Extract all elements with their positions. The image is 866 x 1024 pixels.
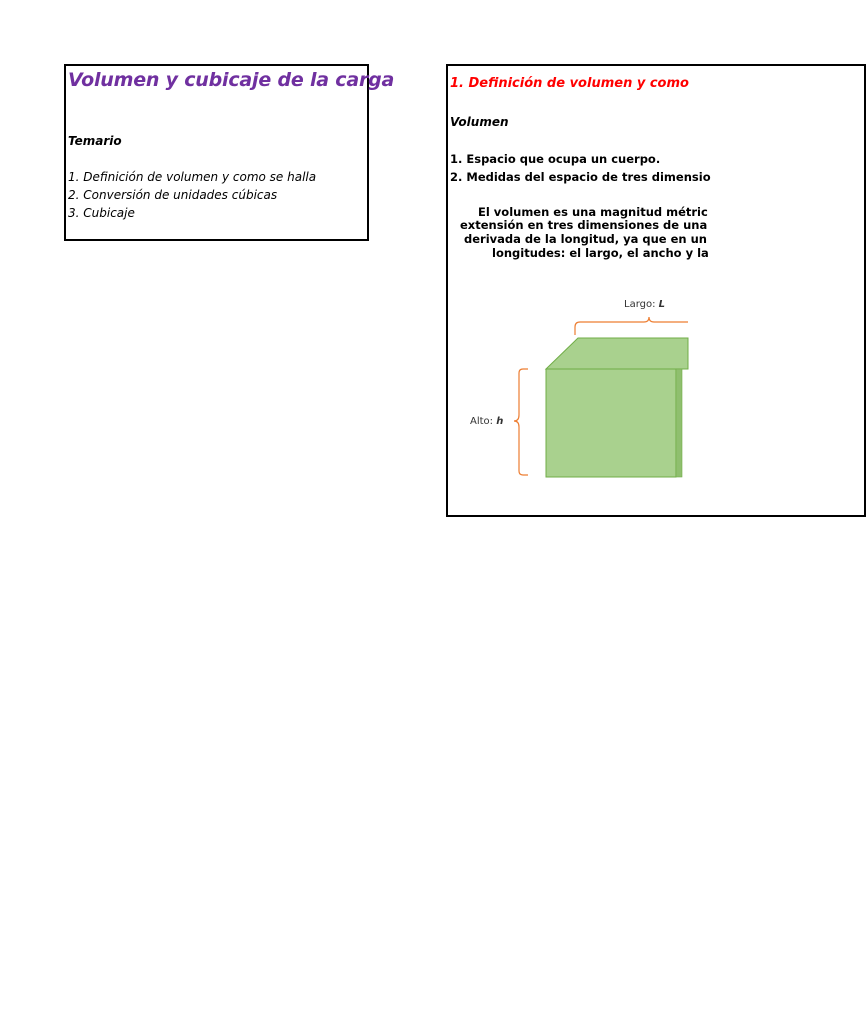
prism-front-face — [546, 369, 676, 477]
temario-label: Temario — [68, 134, 122, 148]
section-heading: 1. Definición de volumen y como — [450, 76, 689, 91]
paragraph-line-3: derivada de la longitud, ya que en un — [464, 232, 707, 246]
topic-item-1: 1. Definición de volumen y como se halla — [68, 170, 317, 184]
definition-box — [446, 64, 866, 517]
definition-line-1: 1. Espacio que ocupa un cuerpo. — [450, 152, 661, 166]
topics-box — [64, 64, 395, 241]
volumen-subheading: Volumen — [450, 115, 509, 129]
paragraph-line-1: El volumen es una magnitud métric — [478, 205, 708, 219]
height-label: Alto: h — [470, 416, 504, 427]
prism-figure — [448, 291, 688, 491]
definition-box-viewport — [446, 64, 711, 517]
definition-line-2: 2. Medidas del espacio de tres dimensio — [450, 170, 711, 184]
prism-diagram — [448, 291, 688, 491]
paragraph-line-2: extensión en tres dimensiones de una — [460, 218, 708, 232]
prism-top-face — [546, 338, 688, 369]
document-title: Volumen y cubicaje de la carga — [68, 69, 395, 91]
topic-item-3: 3. Cubicaje — [68, 206, 135, 220]
prism-side-edge — [676, 369, 682, 477]
length-label: Largo: L — [624, 299, 666, 310]
paragraph-line-4: longitudes: el largo, el ancho y la — [492, 246, 709, 260]
topic-item-2: 2. Conversión de unidades cúbicas — [68, 188, 278, 202]
length-brace — [575, 317, 688, 335]
height-brace — [514, 369, 528, 475]
